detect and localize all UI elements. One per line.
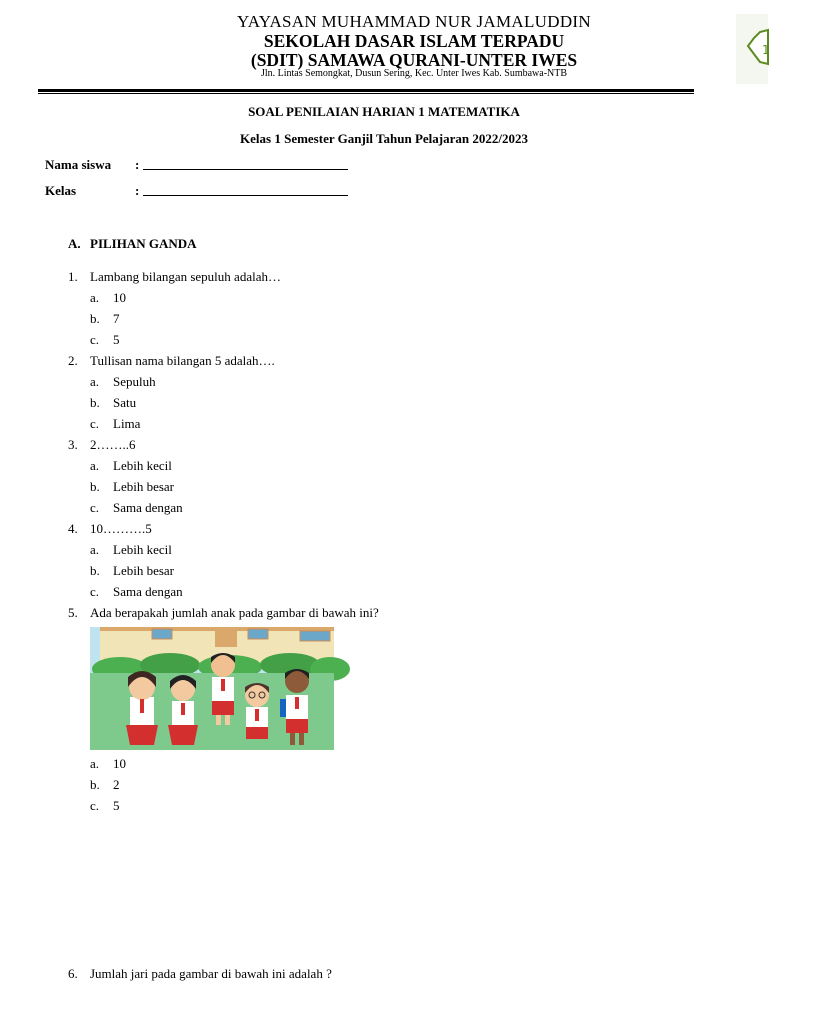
option-letter: a. — [90, 290, 100, 305]
question-text: 2……..6 — [90, 437, 136, 452]
school-logo-icon — [736, 14, 768, 84]
option-text: Lebih besar — [113, 479, 175, 494]
option-letter: a. — [90, 756, 100, 771]
option-letter: c. — [90, 416, 100, 431]
option-text: Lebih kecil — [113, 542, 172, 557]
option-text: Satu — [113, 395, 137, 410]
exam-subtitle: Kelas 1 Semester Ganjil Tahun Pelajaran 2022/2023 — [240, 131, 528, 146]
class-colon: : — [135, 183, 140, 198]
option-text: Lima — [113, 416, 141, 431]
question-text: Ada berapakah jumlah anak pada gambar di bawah ini? — [90, 605, 379, 620]
option-text: 7 — [113, 311, 120, 326]
question-number: 1. — [68, 269, 78, 284]
option-text: Sama dengan — [113, 500, 183, 515]
question-number: 3. — [68, 437, 78, 452]
children-illustration — [90, 627, 334, 750]
option-letter: b. — [90, 311, 100, 326]
question-text: 10……….5 — [90, 521, 152, 536]
option-text: Lebih kecil — [113, 458, 172, 473]
section-title: PILIHAN GANDA — [90, 236, 197, 251]
question-text: Tullisan nama bilangan 5 adalah…. — [90, 353, 275, 368]
option-text: Sama dengan — [113, 584, 183, 599]
school-short-name: (SDIT) SAMAWA QURANI-UNTER IWES — [250, 50, 578, 70]
question-text: Lambang bilangan sepuluh adalah… — [90, 269, 281, 284]
option-letter: b. — [90, 777, 100, 792]
option-letter: a. — [90, 542, 100, 557]
exam-title: SOAL PENILAIAN HARIAN 1 MATEMATIKA — [248, 104, 520, 119]
question-number: 2. — [68, 353, 78, 368]
question-number: 6. — [68, 966, 78, 981]
option-letter: b. — [90, 395, 100, 410]
option-letter: c. — [90, 798, 100, 813]
svg-text:1: 1 — [762, 43, 770, 57]
section-heading — [68, 236, 197, 252]
option-letter: c. — [90, 584, 100, 599]
option-text: 5 — [113, 332, 120, 347]
option-text: 10 — [113, 290, 126, 305]
option-text: 10 — [113, 756, 126, 771]
header-rule-thick — [38, 89, 694, 92]
option-letter: c. — [90, 500, 100, 515]
question-number: 5. — [68, 605, 78, 620]
foundation-name: YAYASAN MUHAMMAD NUR JAMALUDDIN — [237, 12, 591, 31]
class-field[interactable] — [143, 183, 348, 196]
option-text: Lebih besar — [113, 563, 175, 578]
option-letter: a. — [90, 374, 100, 389]
student-name-colon: : — [135, 157, 140, 172]
option-letter: b. — [90, 479, 100, 494]
option-text: 5 — [113, 798, 120, 813]
class-label: Kelas — [45, 183, 77, 198]
school-address: Jln. Lintas Semongkat, Dusun Sering, Kec. Unter Iwes Kab. Sumbawa-NTB — [260, 68, 568, 79]
question-text: Jumlah jari pada gambar di bawah ini adalah ? — [90, 966, 332, 981]
header-rule-thin — [38, 93, 694, 94]
option-text: 2 — [113, 777, 120, 792]
option-letter: c. — [90, 332, 100, 347]
option-letter: a. — [90, 458, 100, 473]
student-name-label: Nama siswa — [45, 157, 112, 172]
section-letter: A. — [68, 236, 81, 251]
student-name-field[interactable] — [143, 157, 348, 170]
school-name: SEKOLAH DASAR ISLAM TERPADU — [263, 31, 565, 51]
option-letter: b. — [90, 563, 100, 578]
question-number: 4. — [68, 521, 78, 536]
option-text: Sepuluh — [113, 374, 156, 389]
